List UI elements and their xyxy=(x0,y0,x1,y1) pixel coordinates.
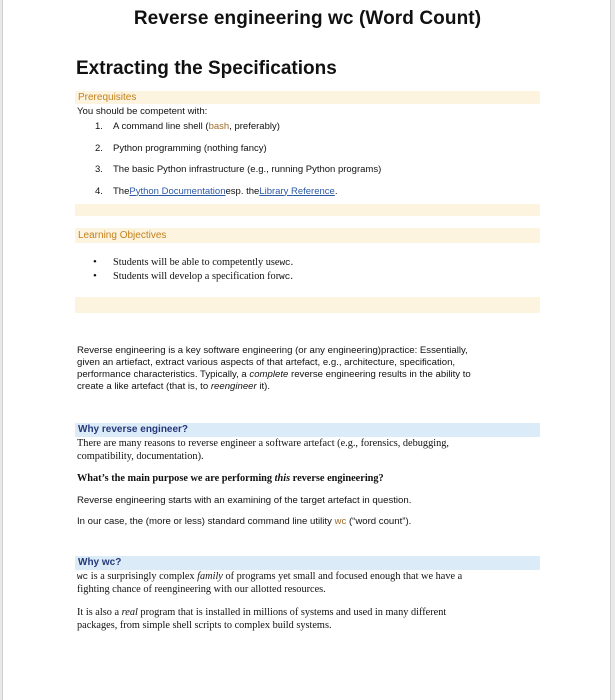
bullet-icon: • xyxy=(93,270,97,282)
why-wc-box xyxy=(75,556,540,570)
why-reverse-label: Why reverse engineer? xyxy=(78,424,189,435)
prerequisites-box xyxy=(75,91,540,104)
inline-code: bash xyxy=(208,121,230,132)
prerequisites-intro: You should be competent with: xyxy=(77,106,208,117)
bullet-icon: • xyxy=(93,256,97,268)
why-wc-line: It is also a real program that is installed in millions of systems and used in many different xyxy=(77,607,447,618)
python-docs-link[interactable]: Python Documentation xyxy=(129,185,226,197)
why-wc-line: wc is a surprisingly complex family of programs yet small and focused enough that we have a xyxy=(77,571,463,582)
objectives-list xyxy=(93,255,293,283)
why-reverse-line: There are many reasons to reverse engineer a software artefact (e.g., forensics, debugging, xyxy=(77,438,449,449)
intro-line: performance characteristics. Typically, a complete reverse engineering results in the ability to xyxy=(77,369,471,380)
list-item: 2. Python programming (nothing fancy) xyxy=(95,142,267,154)
inline-code: wc xyxy=(279,256,291,268)
why-wc-line: packages, from simple shell scripts to complex build systems. xyxy=(77,620,332,631)
objectives-box-footer xyxy=(75,297,540,313)
library-reference-link[interactable]: Library Reference xyxy=(259,185,335,197)
prerequisites-box-footer xyxy=(75,204,540,216)
document-title: Reverse engineering wc (Word Count) xyxy=(133,8,482,29)
inline-code: wc xyxy=(334,516,347,527)
purpose-line: Reverse engineering starts with an examining of the target artefact in question. xyxy=(77,495,412,506)
purpose-line: In our case, the (more or less) standard command line utility wc (“word count”). xyxy=(77,516,412,527)
list-item: • Students will be able to competently use wc . xyxy=(93,256,294,268)
prerequisites-label: Prerequisites xyxy=(78,92,137,103)
section-title: Extracting the Specifications xyxy=(76,58,337,79)
intro-line: given an artiefact, extract various aspects of that artefact, e.g., architecture, specification, xyxy=(77,357,456,368)
inline-code: wc xyxy=(279,270,291,282)
list-item: 1. A command line shell ( bash , preferably) xyxy=(95,121,515,143)
why-wc-label: Why wc? xyxy=(78,557,122,568)
intro-line: Reverse engineering is a key software engineering (or any engineering)practice: Essentially, xyxy=(77,345,468,356)
purpose-question: What’s the main purpose we are performing this reverse engineering? xyxy=(77,473,384,484)
why-reverse-line: compatibility, documentation). xyxy=(77,451,204,462)
list-item: 3. The basic Python infrastructure (e.g., running Python programs) xyxy=(95,164,382,175)
objectives-label: Learning Objectives xyxy=(78,230,167,241)
intro-line: create a like artefact (that is, to reengineer it). xyxy=(77,381,271,392)
list-item: • Students will develop a specification for wc . xyxy=(93,270,293,282)
prerequisites-list xyxy=(95,121,515,207)
inline-code: wc xyxy=(77,571,89,582)
list-item: 4. The Python Documentation esp. the Library Reference . xyxy=(95,186,515,208)
why-wc-line: fighting chance of reengineering with our allotted resources. xyxy=(77,584,326,595)
